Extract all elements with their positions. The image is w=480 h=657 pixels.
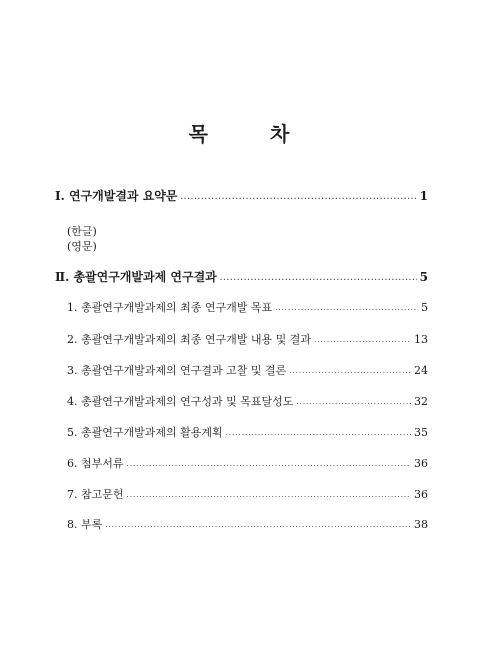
toc-item-page: 35 bbox=[414, 426, 428, 439]
leader-dots bbox=[220, 271, 417, 285]
toc-item[interactable] bbox=[67, 518, 428, 533]
toc-item-label: 6. 첨부서류 bbox=[67, 457, 124, 470]
toc-note-english: (영문) bbox=[67, 240, 97, 253]
toc-section-1-label: Ⅰ. 연구개발결과 요약문 bbox=[55, 189, 178, 203]
toc-item-label: 5. 총괄연구개발과제의 활용계획 bbox=[67, 426, 223, 439]
toc-item-page: 24 bbox=[414, 364, 428, 377]
leader-dots bbox=[289, 364, 411, 378]
toc-item[interactable] bbox=[67, 364, 428, 379]
toc-item-label: 2. 총괄연구개발과제의 최종 연구개발 내용 및 결과 bbox=[67, 333, 311, 346]
toc-item-label: 7. 참고문헌 bbox=[67, 488, 124, 501]
toc-section-2-page: 5 bbox=[419, 270, 428, 284]
toc-item-page: 32 bbox=[414, 395, 428, 408]
leader-dots bbox=[127, 457, 412, 471]
toc-item-page: 13 bbox=[414, 333, 428, 346]
toc-item-label: 8. 부록 bbox=[67, 518, 103, 531]
toc-item-page: 38 bbox=[414, 518, 428, 531]
toc-item[interactable] bbox=[67, 457, 428, 472]
toc-item[interactable] bbox=[67, 301, 428, 316]
toc-item[interactable] bbox=[67, 488, 428, 503]
toc-item-label: 3. 총괄연구개발과제의 연구결과 고찰 및 결론 bbox=[67, 364, 287, 377]
toc-item-label: 1. 총괄연구개발과제의 최종 연구개발 목표 bbox=[67, 301, 273, 314]
leader-dots bbox=[226, 426, 411, 440]
leader-dots bbox=[127, 488, 412, 502]
leader-dots bbox=[105, 518, 411, 532]
toc-item[interactable] bbox=[67, 426, 428, 441]
toc-note-korean: (한글) bbox=[67, 225, 97, 238]
toc-item[interactable] bbox=[67, 395, 428, 410]
toc-section-1-page: 1 bbox=[419, 189, 428, 203]
toc-item-page: 5 bbox=[421, 301, 428, 314]
toc-title bbox=[0, 118, 480, 147]
toc-item-label: 4. 총괄연구개발과제의 연구성과 및 목표달성도 bbox=[67, 395, 294, 408]
leader-dots bbox=[296, 395, 411, 409]
toc-section-2-label: Ⅱ. 총괄연구개발과제 연구결과 bbox=[55, 270, 217, 284]
toc-item[interactable] bbox=[67, 333, 428, 348]
leader-dots bbox=[314, 333, 411, 347]
toc-item-page: 36 bbox=[414, 488, 428, 501]
toc-title-right: 차 bbox=[270, 122, 292, 146]
toc-title-left: 목 bbox=[188, 122, 210, 146]
leader-dots bbox=[180, 190, 416, 204]
toc-item-page: 36 bbox=[414, 457, 428, 470]
toc-section-2[interactable] bbox=[55, 270, 428, 286]
leader-dots bbox=[275, 301, 418, 315]
toc-section-1[interactable] bbox=[55, 189, 428, 205]
